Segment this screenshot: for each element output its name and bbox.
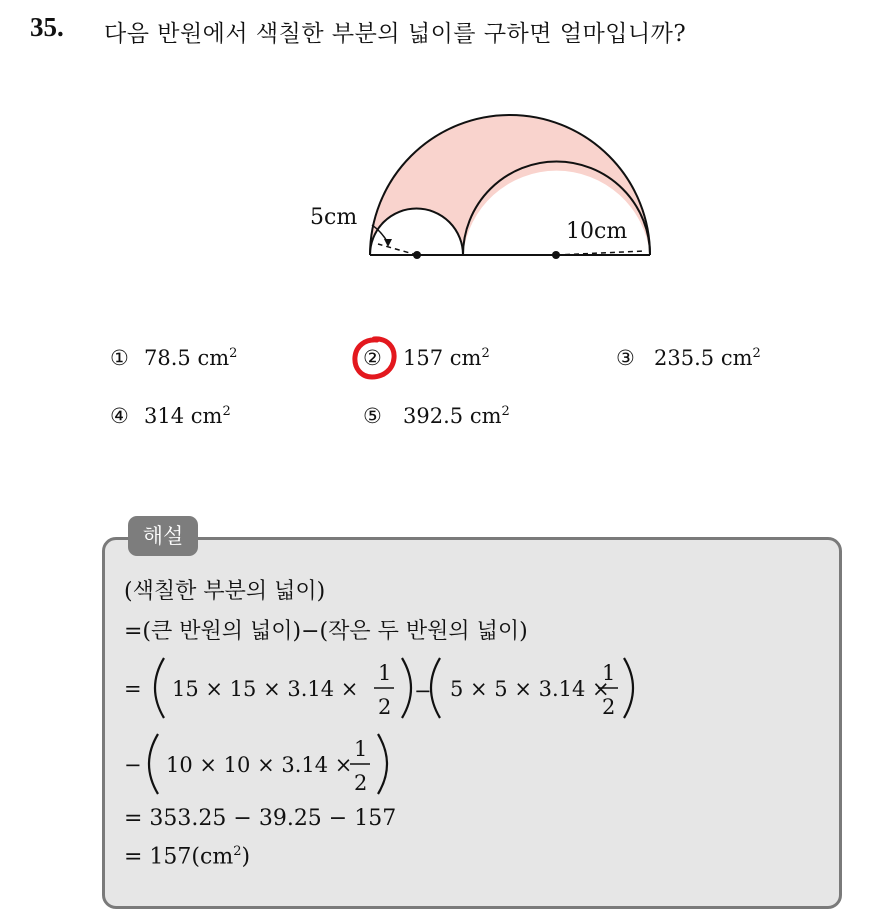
choice-4-mark: ④ [110, 404, 129, 428]
arrow-head [384, 239, 392, 247]
question-text: 다음 반원에서 색칠한 부분의 넓이를 구하면 얼마입니까? [104, 21, 687, 47]
choice-3-mark: ③ [616, 346, 635, 370]
choice-1-mark: ① [110, 346, 129, 370]
solution-line-2: =(큰 반원의 넓이)−(작은 두 반원의 넓이) [124, 619, 528, 644]
svg-text:1: 1 [602, 661, 616, 685]
svg-text:1: 1 [378, 661, 392, 685]
choice-5-mark: ⑤ [363, 404, 382, 428]
choice-3[interactable]: ③ 235.5 $cm^2$ [616, 346, 761, 370]
svg-text:2: 2 [378, 695, 392, 719]
choice-4[interactable]: ④ 314 $cm^2$ [110, 404, 231, 428]
choice-2-mark: ② [363, 346, 382, 370]
svg-text:5 × 5 × 3.14 ×: 5 × 5 × 3.14 × [450, 677, 610, 701]
semicircle-figure [300, 100, 700, 280]
choice-1-value: 78.5 [144, 346, 191, 370]
svg-text:15 × 15 × 3.14 ×: 15 × 15 × 3.14 × [172, 677, 359, 701]
svg-text:−: − [414, 679, 432, 703]
svg-text:10 × 10 × 3.14 ×: 10 × 10 × 3.14 × [166, 753, 353, 777]
choice-4-value: 314 [144, 404, 185, 428]
small-radius-dashed [378, 244, 417, 255]
solution-line-5: = 353.25 − 39.25 − 157 [124, 806, 397, 831]
label-10cm: 10cm [566, 219, 628, 244]
question-number: 35. [30, 12, 64, 42]
svg-text:2: 2 [602, 695, 616, 719]
svg-text:1: 1 [354, 737, 368, 761]
label-5cm: 5cm [310, 205, 358, 230]
solution-line-1: (색칠한 부분의 넓이) [124, 579, 326, 604]
svg-text:2: 2 [354, 771, 368, 795]
solution-tag: 해설 [128, 516, 198, 556]
choice-2[interactable]: ② 157 $cm^2$ [363, 346, 490, 370]
solution-line-6: = $157(cm^2)$ [124, 844, 251, 870]
choice-1[interactable]: ① 78.5 $cm^2$ [110, 346, 238, 370]
choice-3-value: 235.5 [654, 346, 715, 370]
choice-5[interactable]: ⑤ 392.5 $cm^2$ [363, 404, 510, 428]
choice-5-value: 392.5 [403, 404, 464, 428]
choice-2-value: 157 [403, 346, 444, 370]
solution-line-3 [118, 652, 658, 724]
svg-text:−: − [124, 753, 142, 777]
solution-line-4 [118, 728, 418, 800]
svg-text:=: = [124, 677, 142, 701]
